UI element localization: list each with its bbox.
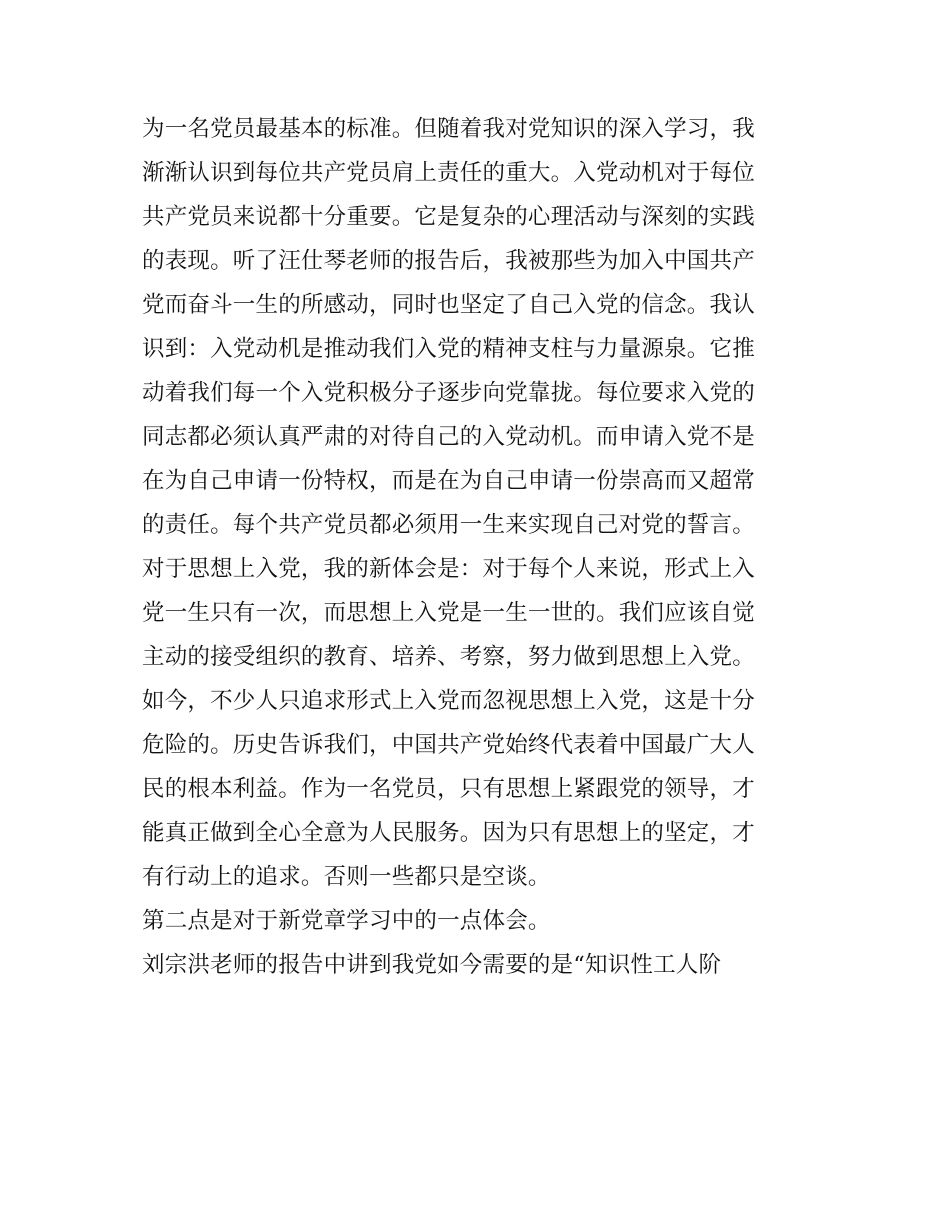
text-line: 党一生只有一次，而思想上入党是一生一世的。我们应该自觉: [142, 600, 755, 626]
text-line: 有行动上的追求。否则一些都只是空谈。: [142, 864, 551, 890]
text-line: 能真正做到全心全意为人民服务。因为只有思想上的坚定，才: [142, 820, 755, 846]
text-line: 的表现。听了汪仕琴老师的报告后，我被那些为加入中国共产: [142, 248, 755, 274]
text-line: 共产党员来说都十分重要。它是复杂的心理活动与深刻的实践: [142, 204, 755, 230]
text-line: 刘宗洪老师的报告中讲到我党如今需要的是“知识性工人阶: [142, 952, 722, 978]
text-line: 如今，不少人只追求形式上入党而忽视思想上入党，这是十分: [142, 688, 755, 714]
section-heading-line: 第二点是对于新党章学习中的一点体会。: [142, 908, 551, 934]
text-line: 渐渐认识到每位共产党员肩上责任的重大。入党动机对于每位: [142, 160, 755, 186]
text-line: 民的根本利益。作为一名党员，只有思想上紧跟党的领导，才: [142, 776, 755, 802]
text-line: 动着我们每一个入党积极分子逐步向党靠拢。每位要求入党的: [142, 380, 755, 406]
body-text: [142, 107, 822, 987]
text-line: 主动的接受组织的教育、培养、考察，努力做到思想上入党。: [142, 644, 755, 670]
text-line: 在为自己申请一份特权，而是在为自己申请一份崇高而又超常: [142, 468, 755, 494]
text-line: 的责任。每个共产党员都必须用一生来实现自己对党的誓言。: [142, 512, 755, 538]
text-line: 对于思想上入党，我的新体会是：对于每个人来说，形式上入: [142, 556, 755, 582]
text-line: 识到：入党动机是推动我们入党的精神支柱与力量源泉。它推: [142, 336, 755, 362]
text-line: 同志都必须认真严肃的对待自己的入党动机。而申请入党不是: [142, 424, 755, 450]
text-line: 危险的。历史告诉我们，中国共产党始终代表着中国最广大人: [142, 732, 755, 758]
text-line: 为一名党员最基本的标准。但随着我对党知识的深入学习，我: [142, 116, 755, 142]
text-line: 党而奋斗一生的所感动，同时也坚定了自己入党的信念。我认: [142, 292, 755, 318]
